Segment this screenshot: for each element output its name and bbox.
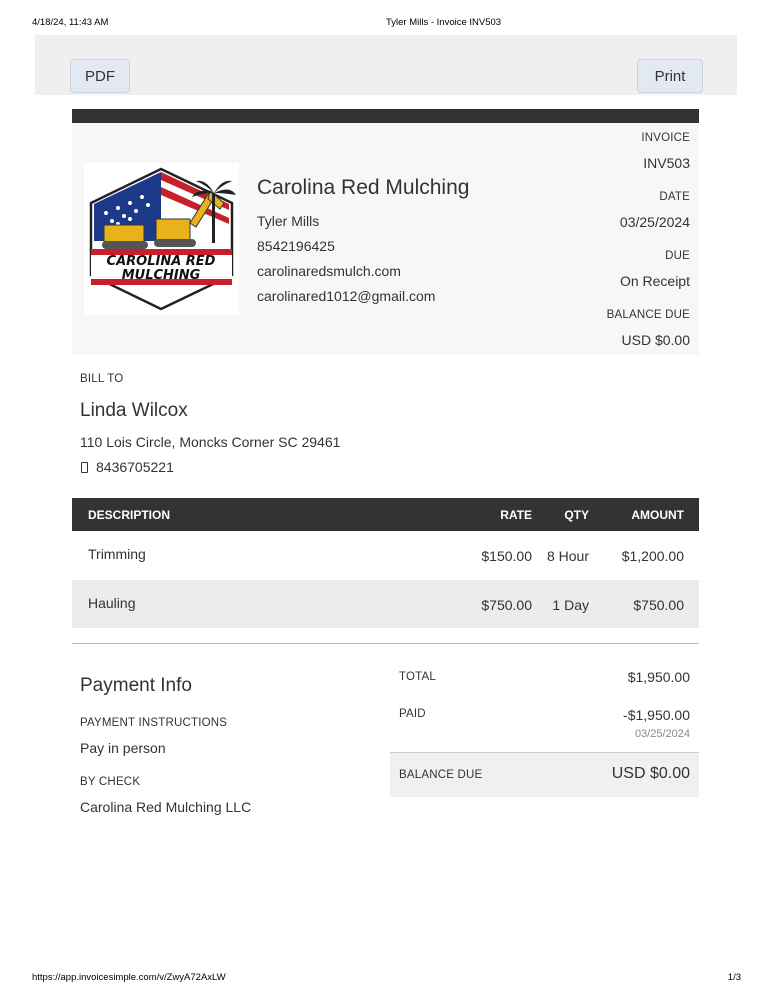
payment-info-heading: Payment Info [80,675,192,696]
payment-instructions: Pay in person [80,740,166,756]
phone-icon [81,462,88,473]
col-qty: QTY [564,508,589,522]
client-phone: 8436705221 [96,459,174,475]
print-button[interactable]: Print [637,59,703,93]
print-url: https://app.invoicesimple.com/v/ZwyA72AxLW [32,972,226,983]
business-logo [84,163,239,315]
header-balance-value: USD $0.00 [621,332,690,348]
item-amount: $1,200.00 [621,548,684,564]
balance-due-value: USD $0.00 [611,765,690,782]
item-rate: $750.00 [481,597,532,613]
invoice-number: INV503 [643,155,690,171]
section-divider [72,643,699,644]
business-owner: Tyler Mills [257,213,320,229]
item-qty: 1 Day [552,597,589,613]
total-value: $1,950.00 [627,669,690,685]
business-phone: 8542196425 [257,238,335,254]
paid-value: -$1,950.00 [623,707,690,723]
items-table-header [72,498,699,531]
print-title: Tyler Mills - Invoice INV503 [386,17,502,28]
bill-to-label: BILL TO [80,373,124,385]
payment-instructions-label: PAYMENT INSTRUCTIONS [80,717,228,729]
due-label: DUE [665,250,690,262]
col-rate: RATE [500,508,532,522]
logo-graphic [84,163,239,315]
item-description: Trimming [88,546,146,562]
balance-due-box [390,752,699,797]
header-balance-label: BALANCE DUE [606,309,690,321]
print-datetime: 4/18/24, 11:43 AM [32,17,109,28]
pdf-button[interactable]: PDF [70,59,130,93]
item-qty: 8 Hour [546,548,589,564]
total-label: TOTAL [399,671,436,683]
invoice-date-label: DATE [659,191,690,203]
business-name: Carolina Red Mulching [257,176,470,199]
logo-text-line2: MULCHING [121,268,201,283]
item-description: Hauling [88,595,136,611]
business-website: carolinaredsmulch.com [257,263,401,279]
table-row [72,580,699,628]
col-description: DESCRIPTION [88,508,171,522]
by-check-label: BY CHECK [80,776,141,788]
logo-text-line1: CAROLINA RED [106,254,216,269]
print-page-number: 1/3 [727,972,741,983]
client-phone-row [80,459,174,475]
col-amount: AMOUNT [631,508,684,522]
invoice-number-label: INVOICE [641,132,690,144]
paid-date: 03/25/2024 [634,728,690,740]
invoice-top-bar [72,109,699,123]
table-row [72,531,699,579]
business-email: carolinared1012@gmail.com [257,288,436,304]
due-value: On Receipt [619,273,690,289]
item-rate: $150.00 [481,548,532,564]
paid-label: PAID [399,708,426,720]
invoice-date: 03/25/2024 [619,214,690,230]
balance-due-label: BALANCE DUE [399,769,483,781]
client-name: Linda Wilcox [80,400,188,421]
item-amount: $750.00 [633,597,684,613]
check-payee: Carolina Red Mulching LLC [80,799,252,815]
toolbar [35,35,737,95]
client-address: 110 Lois Circle, Moncks Corner SC 29461 [80,434,341,450]
